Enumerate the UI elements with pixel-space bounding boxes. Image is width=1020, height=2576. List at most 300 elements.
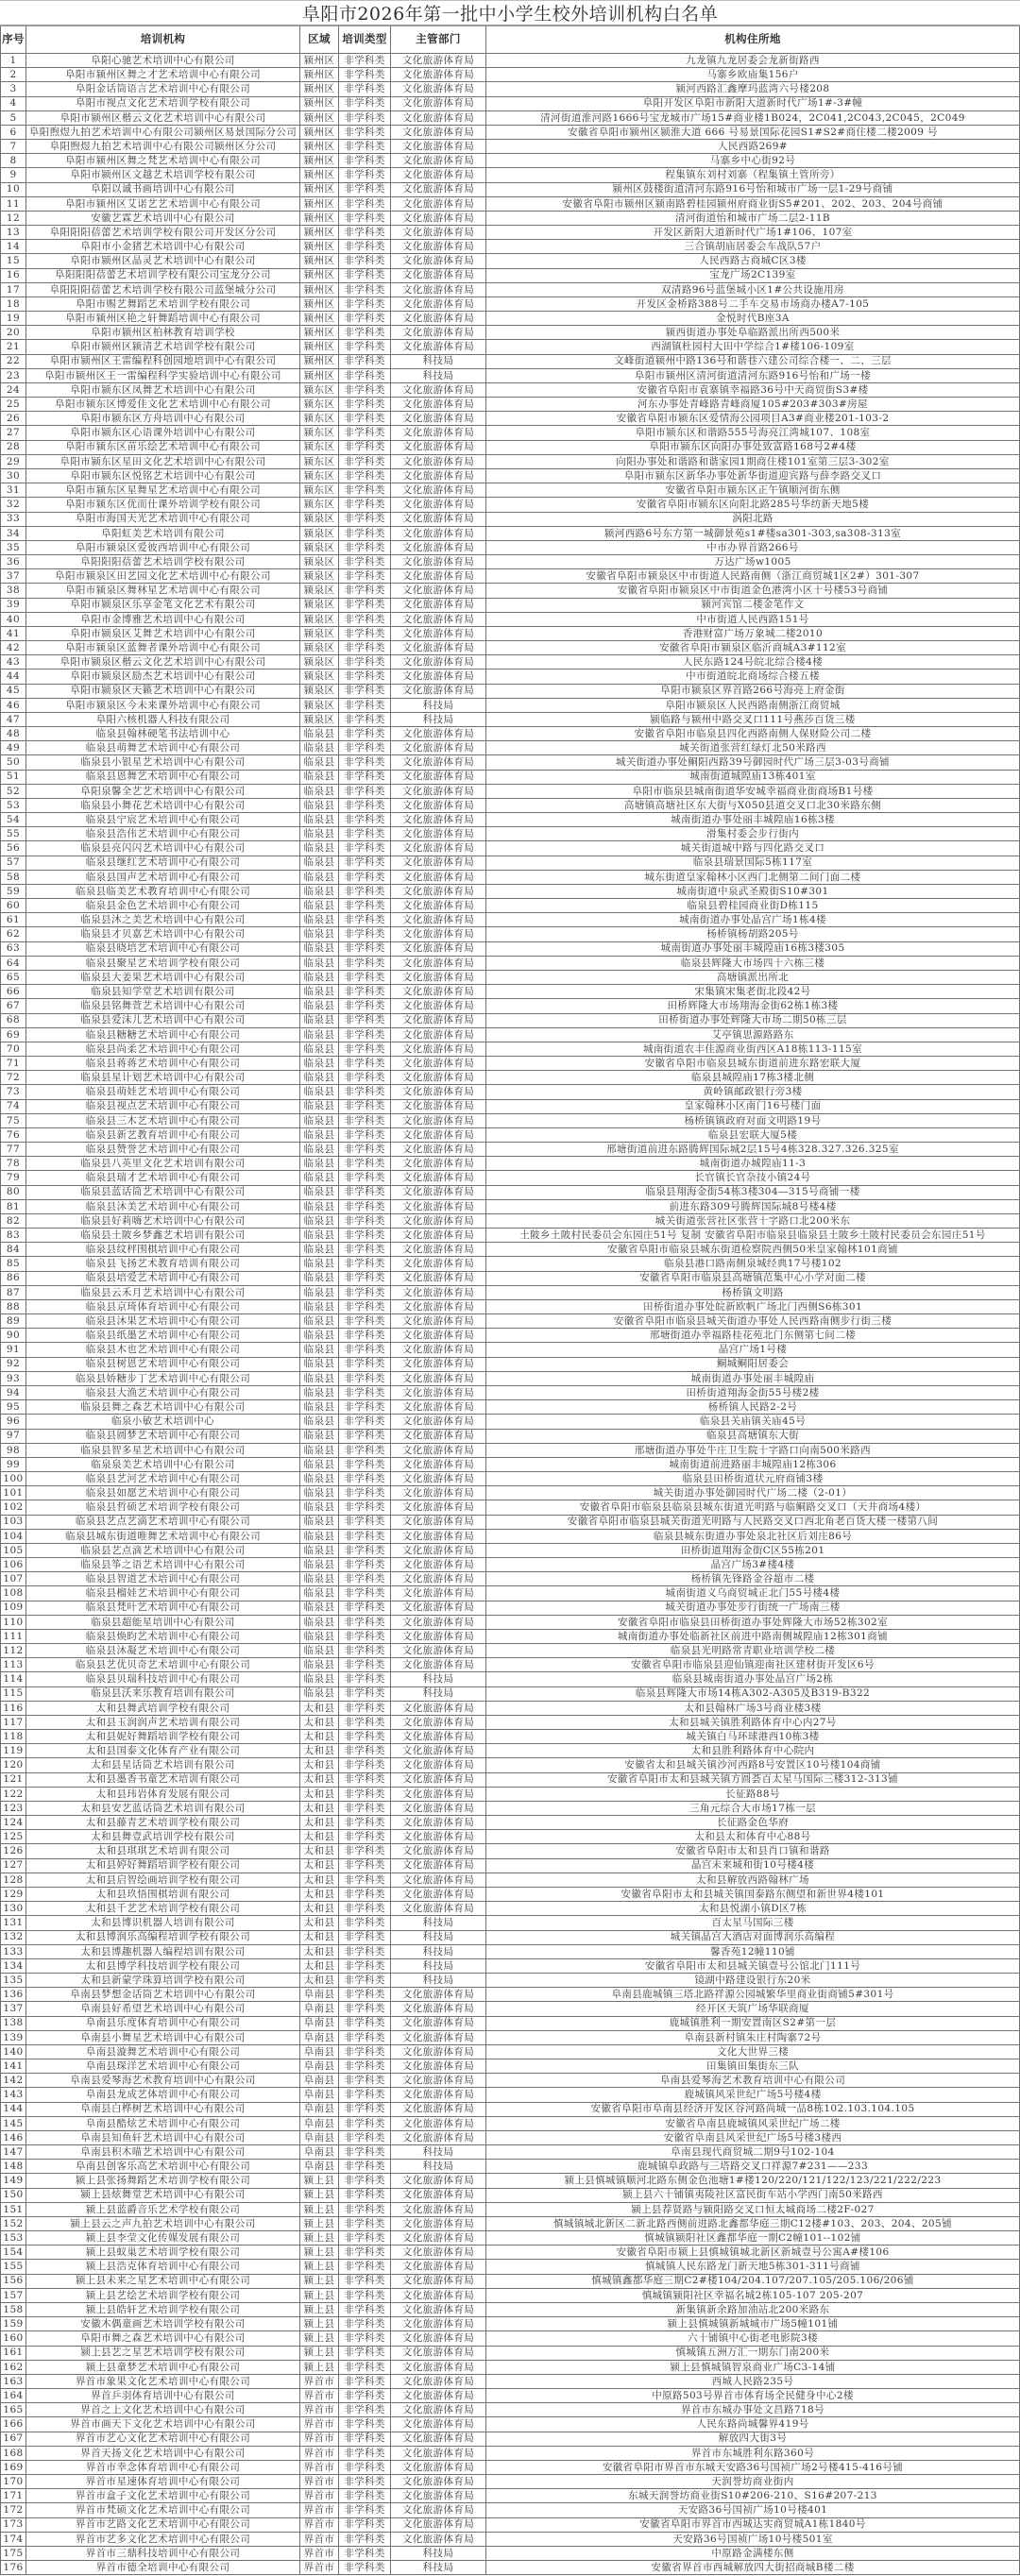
cell-address: 城南街道义乌商贸城正北门55号楼4楼 (486, 1586, 1020, 1600)
cell-org: 阜阳市颍东区悦铭艺术培训中心有限公司 (26, 469, 300, 483)
cell-org: 临泉县糖糖艺术培训中心有限公司 (26, 1028, 300, 1042)
table-row (0, 1773, 1020, 1788)
table-row (0, 297, 1020, 312)
cell-type: 非学科类 (339, 2017, 391, 2030)
table-row (0, 2246, 1020, 2260)
cell-org: 阜阳市颍东区优而仕课外培训学校有限公司 (26, 498, 300, 511)
table-row (0, 426, 1020, 440)
table-row (0, 1730, 1020, 1744)
cell-region: 临泉县 (300, 1386, 339, 1399)
table-row (0, 398, 1020, 412)
cell-org: 阜阳市颍州区王一雷编程科学实验培训中心有限公司 (26, 369, 300, 382)
cell-region: 颍东区 (300, 455, 339, 468)
cell-address: 香港财富广场万象城二楼2010 (486, 627, 1020, 640)
cell-region: 临泉县 (300, 1444, 339, 1457)
cell-type: 非学科类 (339, 2031, 391, 2044)
cell-seq: 66 (0, 985, 26, 998)
cell-address: 鹿城镇阜政路与三塔路交叉口祥源7#231——233 (486, 2160, 1020, 2173)
table-row (0, 383, 1020, 398)
cell-dept: 文化旅游体育局 (391, 1028, 486, 1042)
cell-org: 临泉县艺河艺术培训中心有限公司 (26, 1472, 300, 1485)
table-row (0, 1572, 1020, 1586)
cell-org: 界首市幸念体育培训中心有限公司 (26, 2461, 300, 2474)
cell-region: 颍州区 (300, 369, 339, 382)
cell-region: 临泉县 (300, 1687, 339, 1701)
cell-seq: 30 (0, 469, 26, 483)
table-row (0, 1272, 1020, 1286)
cell-region: 颍州区 (300, 126, 339, 139)
cell-org: 临泉县艺优贝奇艺术培训中心有限公司 (26, 1658, 300, 1671)
cell-dept: 文化旅游体育局 (391, 412, 486, 425)
cell-seq: 34 (0, 527, 26, 540)
cell-type: 非学科类 (339, 2246, 391, 2259)
cell-dept: 文化旅游体育局 (391, 2045, 486, 2059)
cell-seq: 64 (0, 957, 26, 970)
cell-dept: 文化旅游体育局 (391, 2074, 486, 2087)
cell-address: 城东街道皇家翰林小区西门北侧第二间门面二楼 (486, 871, 1020, 884)
cell-dept: 文化旅游体育局 (391, 813, 486, 826)
table-row (0, 2174, 1020, 2188)
cell-region: 颍泉区 (300, 685, 339, 698)
cell-seq: 1 (0, 54, 26, 67)
cell-type: 非学科类 (339, 1873, 391, 1887)
cell-address: 安徽省太和县城关镇沙河西路8号安置区10号楼104商铺 (486, 1758, 1020, 1771)
cell-org: 阜阳市颍东区心语课外培训中心有限公司 (26, 426, 300, 439)
cell-dept: 文化旅游体育局 (391, 755, 486, 769)
cell-type: 非学科类 (339, 2275, 391, 2288)
cell-region: 阜南县 (300, 2002, 339, 2015)
cell-org: 临泉泉美艺术培训中心有限公司 (26, 1458, 300, 1471)
cell-type: 非学科类 (339, 2518, 391, 2532)
cell-address: 界首市东城办事处文昌路718号 (486, 2403, 1020, 2416)
cell-address: 鹿城镇胜利一期安置南区S2#第一层 (486, 2017, 1020, 2030)
cell-region: 颍州区 (300, 340, 339, 353)
table-row (0, 369, 1020, 383)
cell-address: 临泉县辉隆大市场14栋A302-A305及B319-B322 (486, 1687, 1020, 1701)
cell-address: 城关街道张营社区张营十字路口北200米东 (486, 1214, 1020, 1228)
table-row (0, 1931, 1020, 1945)
table-row (0, 2403, 1020, 2417)
table-row (0, 1500, 1020, 1515)
cell-dept: 文化旅游体育局 (391, 68, 486, 81)
cell-address: 前进东路309号腾辉国际城8号楼4楼 (486, 1200, 1020, 1213)
cell-org: 阜阳市颍泉区舞林星艺术培训中心有限公司 (26, 584, 300, 597)
cell-seq: 10 (0, 183, 26, 196)
cell-seq: 169 (0, 2461, 26, 2474)
cell-region: 临泉县 (300, 899, 339, 912)
cell-org: 阜南县知鱼轩艺术培训中心有限公司 (26, 2131, 300, 2144)
cell-dept: 文化旅游体育局 (391, 569, 486, 583)
cell-dept: 文化旅游体育局 (391, 1773, 486, 1787)
cell-dept: 文化旅游体育局 (391, 841, 486, 855)
cell-region: 临泉县 (300, 1157, 339, 1170)
cell-region: 临泉县 (300, 942, 339, 956)
cell-address: 田集镇田集街东三队 (486, 2059, 1020, 2073)
cell-seq: 8 (0, 154, 26, 167)
cell-dept: 文化旅游体育局 (391, 2447, 486, 2460)
cell-region: 临泉县 (300, 1300, 339, 1313)
cell-region: 颍东区 (300, 441, 339, 454)
cell-seq: 86 (0, 1272, 26, 1285)
table-row (0, 1458, 1020, 1472)
cell-type: 非学科类 (339, 140, 391, 153)
cell-region: 临泉县 (300, 1229, 339, 1242)
cell-seq: 6 (0, 126, 26, 139)
cell-region: 临泉县 (300, 1257, 339, 1270)
cell-org: 阜南县爱琴海艺术教育培训中心有限公司 (26, 2074, 300, 2087)
cell-type: 非学科类 (339, 1229, 391, 1242)
cell-org: 临泉县榴娃艺术培训中心有限公司 (26, 1586, 300, 1600)
cell-type: 非学科类 (339, 2361, 391, 2374)
cell-region: 太和县 (300, 1945, 339, 1958)
cell-region: 太和县 (300, 1902, 339, 1915)
cell-seq: 146 (0, 2131, 26, 2144)
cell-dept: 文化旅游体育局 (391, 885, 486, 898)
cell-region: 颍州区 (300, 283, 339, 297)
cell-address: 颍上县六十铺镇夷陵社区富民街车站小学西门南50米路西 (486, 2189, 1020, 2202)
cell-type: 非学科类 (339, 584, 391, 597)
cell-type: 非学科类 (339, 412, 391, 425)
cell-seq: 172 (0, 2503, 26, 2517)
cell-type: 非学科类 (339, 942, 391, 956)
table-row (0, 2231, 1020, 2246)
table-row (0, 1057, 1020, 1071)
cell-dept: 文化旅游体育局 (391, 599, 486, 612)
table-row (0, 2503, 1020, 2517)
table-row (0, 999, 1020, 1013)
cell-org: 阜阳煦煜九拍艺术培训中心有限公司颍州区易景国际分公司 (26, 126, 300, 139)
cell-dept: 文化旅游体育局 (391, 999, 486, 1012)
cell-region: 颍上县 (300, 2347, 339, 2360)
cell-org: 界首市星速体育培训中心有限公司 (26, 2475, 300, 2488)
cell-dept: 文化旅游体育局 (391, 82, 486, 95)
cell-address: 安徽省阜阳市颍州区颍南路碧桂园颍州府商业街S5#201、202、203、204号商铺 (486, 197, 1020, 211)
cell-region: 界首市 (300, 2403, 339, 2416)
cell-org: 临泉县赞誉艺术培训中心有限公司 (26, 1143, 300, 1156)
table-row (0, 841, 1020, 856)
table-row (0, 727, 1020, 741)
cell-region: 临泉县 (300, 1329, 339, 1342)
cell-type: 非学科类 (339, 1702, 391, 1715)
cell-seq: 25 (0, 398, 26, 411)
table-row (0, 741, 1020, 755)
cell-region: 颍泉区 (300, 584, 339, 597)
cell-seq: 131 (0, 1916, 26, 1929)
cell-seq: 98 (0, 1444, 26, 1457)
cell-address: 安徽省阜阳市太和县城关镇壹号公馆北门111号 (486, 1959, 1020, 1973)
cell-org: 临泉县培爱艺术培训中心有限公司 (26, 1272, 300, 1285)
cell-org: 临泉县如愿艺术培训中心有限公司 (26, 1486, 300, 1500)
cell-org: 阜阳市颍州区柏林教育培训学校 (26, 326, 300, 339)
cell-type: 非学科类 (339, 1788, 391, 1801)
header-org: 培训机构 (26, 26, 300, 53)
cell-region: 临泉县 (300, 957, 339, 970)
cell-type: 非学科类 (339, 54, 391, 67)
cell-type: 非学科类 (339, 2331, 391, 2345)
cell-region: 临泉县 (300, 1057, 339, 1070)
cell-dept: 文化旅游体育局 (391, 1257, 486, 1270)
cell-seq: 99 (0, 1458, 26, 1471)
cell-address: 安徽省阜阳市阜南县经济开发区谷河路尚城一品8栋102.103.104.105 (486, 2103, 1020, 2116)
cell-dept: 文化旅游体育局 (391, 1788, 486, 1801)
cell-seq: 159 (0, 2317, 26, 2330)
cell-org: 阜阳市颍东区星田文化艺术培训中心有限公司 (26, 455, 300, 468)
cell-address: 涡阳北路 (486, 513, 1020, 526)
cell-address: 安徽省阜阳市临泉县高塘镇范集中心小学对面二楼 (486, 1272, 1020, 1285)
cell-region: 临泉县 (300, 1658, 339, 1671)
table-row (0, 1085, 1020, 1099)
cell-seq: 32 (0, 498, 26, 511)
cell-region: 界首市 (300, 2432, 339, 2446)
table-row (0, 755, 1020, 770)
table-row (0, 1415, 1020, 1429)
cell-type: 非学科类 (339, 1758, 391, 1771)
cell-address: 晶宫广场1号楼 (486, 1343, 1020, 1356)
cell-dept: 文化旅游体育局 (391, 1186, 486, 1199)
cell-org: 临泉县沐之美艺术培训中心有限公司 (26, 913, 300, 926)
cell-org: 界首市画天下文化艺术培训中心有限公司 (26, 2417, 300, 2431)
cell-dept: 文化旅游体育局 (391, 1430, 486, 1443)
cell-type: 非学科类 (339, 240, 391, 253)
cell-org: 阜阳市颍州区舞之梵艺术培训中心有限公司 (26, 154, 300, 167)
cell-type: 非学科类 (339, 1372, 391, 1385)
cell-seq: 23 (0, 369, 26, 382)
cell-dept: 文化旅游体育局 (391, 727, 486, 740)
cell-seq: 72 (0, 1071, 26, 1084)
cell-dept: 文化旅游体育局 (391, 483, 486, 497)
cell-address: 高塘镇高塘社区东大街与X050县道交叉口北30米路东侧 (486, 799, 1020, 812)
cell-address: 艾亭镇思源路路东 (486, 1028, 1020, 1042)
cell-org: 太和县博识机器人培训有限公司 (26, 1916, 300, 1929)
cell-seq: 55 (0, 827, 26, 840)
cell-address: 慎城镇城北新区二新北路西侧前进路北鑫都华庭三期C12楼#103、203、204、205铺 (486, 2217, 1020, 2230)
cell-address: 九龙镇九龙居委会龙新街路西 (486, 54, 1020, 67)
cell-dept: 科技局 (391, 1672, 486, 1686)
table-row (0, 1028, 1020, 1042)
cell-seq: 133 (0, 1945, 26, 1958)
table-row (0, 1100, 1020, 1114)
cell-region: 临泉县 (300, 813, 339, 826)
table-row (0, 699, 1020, 713)
cell-type: 非学科类 (339, 555, 391, 568)
cell-region: 临泉县 (300, 1100, 339, 1113)
cell-region: 临泉县 (300, 1630, 339, 1643)
cell-type: 非学科类 (339, 655, 391, 669)
cell-address: 中原路金满楼东侧 (486, 2547, 1020, 2560)
table-row (0, 240, 1020, 254)
cell-org: 阜阳市舞之森艺术培训中心有限公司 (26, 2331, 300, 2345)
table-row (0, 1300, 1020, 1314)
cell-type: 非学科类 (339, 168, 391, 181)
cell-address: 田桥街道办事处辉隆大市场二期50栋三层 (486, 1014, 1020, 1027)
cell-type: 非学科类 (339, 455, 391, 468)
cell-region: 临泉县 (300, 871, 339, 884)
cell-dept: 文化旅游体育局 (391, 2461, 486, 2474)
cell-address: 杨桥镇人民路2-2号 (486, 1400, 1020, 1414)
cell-type: 非学科类 (339, 985, 391, 998)
cell-dept: 文化旅游体育局 (391, 2303, 486, 2316)
cell-org: 临泉县小银星艺术培训中心有限公司 (26, 755, 300, 769)
table-row (0, 2131, 1020, 2145)
cell-region: 颍上县 (300, 2361, 339, 2374)
table-row (0, 1200, 1020, 1214)
cell-type: 非学科类 (339, 1257, 391, 1270)
table-row (0, 1257, 1020, 1271)
cell-address: 慎城镇颍阳社区鑫都华庭一期C2幢101--102铺 (486, 2231, 1020, 2245)
cell-seq: 41 (0, 627, 26, 640)
cell-dept: 文化旅游体育局 (391, 1114, 486, 1127)
cell-address: 颍西街道办事处阜临路派出所西500米 (486, 326, 1020, 339)
table-row (0, 1644, 1020, 1658)
cell-seq: 73 (0, 1085, 26, 1098)
cell-address: 安徽省阜阳市临泉县城关街道办事处人民西路南侧步行街三楼 (486, 1314, 1020, 1328)
cell-type: 非学科类 (339, 1672, 391, 1686)
cell-org: 阜阳市小金猪艺术培训中心有限公司 (26, 240, 300, 253)
cell-region: 临泉县 (300, 1430, 339, 1443)
cell-type: 非学科类 (339, 326, 391, 339)
cell-seq: 158 (0, 2303, 26, 2316)
cell-seq: 157 (0, 2289, 26, 2302)
table-row (0, 2489, 1020, 2503)
cell-region: 颍州区 (300, 312, 339, 325)
cell-type: 非学科类 (339, 1974, 391, 1987)
table-row (0, 140, 1020, 154)
cell-dept: 文化旅游体育局 (391, 1128, 486, 1142)
cell-dept: 文化旅游体育局 (391, 140, 486, 153)
table-row (0, 1616, 1020, 1630)
cell-address: 东城天润誉坊商业街S10#206-210、S16#207-213 (486, 2489, 1020, 2502)
cell-dept: 文化旅游体育局 (391, 2389, 486, 2402)
cell-region: 临泉县 (300, 1358, 339, 1371)
cell-address: 临泉县光明路常青职业培训学校二楼 (486, 1644, 1020, 1657)
cell-seq: 111 (0, 1630, 26, 1643)
table-row (0, 685, 1020, 699)
cell-org: 太和县琪琪艺术培训有限公司 (26, 1844, 300, 1857)
table-row (0, 82, 1020, 96)
cell-type: 非学科类 (339, 1544, 391, 1557)
cell-seq: 45 (0, 685, 26, 698)
cell-region: 临泉县 (300, 1214, 339, 1228)
cell-dept: 文化旅游体育局 (391, 1530, 486, 1543)
cell-org: 临泉县沐凝艺术培训中心有限公司 (26, 1644, 300, 1657)
cell-dept: 文化旅游体育局 (391, 1844, 486, 1857)
cell-type: 非学科类 (339, 369, 391, 382)
cell-org: 阜阳市颍泉区艾舞艺术培训中心有限公司 (26, 627, 300, 640)
cell-dept: 科技局 (391, 2561, 486, 2574)
cell-address: 临泉县城南街道办事处晶宫广场2栋 (486, 1672, 1020, 1686)
table-row (0, 1143, 1020, 1157)
cell-seq: 121 (0, 1773, 26, 1787)
cell-type: 非学科类 (339, 1802, 391, 1815)
cell-dept: 文化旅游体育局 (391, 1243, 486, 1256)
cell-address: 临泉县关庙镇关庙45号 (486, 1415, 1020, 1428)
cell-region: 颍泉区 (300, 641, 339, 654)
cell-dept: 文化旅游体育局 (391, 1343, 486, 1356)
cell-seq: 102 (0, 1500, 26, 1514)
cell-region: 界首市 (300, 2375, 339, 2388)
cell-region: 颍泉区 (300, 513, 339, 526)
cell-org: 太和县藤青艺术培训学校有限公司 (26, 1816, 300, 1829)
cell-address: 城关镇晶宫大酒店对面博润乐高编程 (486, 1931, 1020, 1944)
cell-region: 临泉县 (300, 771, 339, 784)
cell-seq: 39 (0, 599, 26, 612)
table-row (0, 1128, 1020, 1143)
cell-region: 太和县 (300, 1816, 339, 1829)
cell-address: 清河街道淮河路1666号宝龙城市广场15#商业楼1B024，2C041,2C043,2C045，2C049 (486, 111, 1020, 125)
cell-dept: 文化旅游体育局 (391, 985, 486, 998)
cell-address: 杨桥镇镇政府对面文明路19号 (486, 1114, 1020, 1127)
cell-org: 临泉县视点艺术培训中心有限公司 (26, 1100, 300, 1113)
cell-dept: 文化旅游体育局 (391, 1372, 486, 1385)
cell-address: 田桥街道翔海金街55号楼2楼 (486, 1386, 1020, 1399)
cell-address: 城关街道办事处鲖阳西路39号御园时代广场三层3-03号商铺 (486, 755, 1020, 769)
cell-dept: 文化旅游体育局 (391, 1300, 486, 1313)
cell-region: 颍上县 (300, 2275, 339, 2288)
table-row (0, 1945, 1020, 1959)
cell-dept: 文化旅游体育局 (391, 1314, 486, 1328)
table-row (0, 669, 1020, 684)
table-row (0, 1873, 1020, 1888)
cell-address: 安徽省阜阳市临泉县临泉县城东街道光明路与临鲖路交叉口（天井商场4楼） (486, 1500, 1020, 1514)
cell-address: 颍河西路汇鑫摩玛蓝湾六号楼208 (486, 82, 1020, 95)
cell-address: 城南街道中泉武圣殿街S10#301 (486, 885, 1020, 898)
table-row (0, 2303, 1020, 2317)
table-row (0, 613, 1020, 627)
cell-dept: 文化旅游体育局 (391, 513, 486, 526)
cell-dept: 文化旅游体育局 (391, 827, 486, 840)
cell-dept: 文化旅游体育局 (391, 2475, 486, 2488)
cell-dept: 文化旅游体育局 (391, 2331, 486, 2345)
cell-dept: 文化旅游体育局 (391, 1902, 486, 1915)
cell-dept: 文化旅游体育局 (391, 942, 486, 956)
cell-seq: 107 (0, 1572, 26, 1585)
table-row (0, 455, 1020, 469)
table-row (0, 183, 1020, 197)
cell-address: 安徽省阜阳市颍泉区中市街道人民路南侧（浙江商贸城1区2#）301-307 (486, 569, 1020, 583)
cell-org: 阜南县琛洋艺术培训中心有限公司 (26, 2059, 300, 2073)
cell-dept: 文化旅游体育局 (391, 2260, 486, 2273)
cell-seq: 52 (0, 785, 26, 798)
cell-type: 非学科类 (339, 2561, 391, 2574)
cell-org: 太和县妮好舞蹈培训学校有限公司 (26, 1730, 300, 1743)
table-row (0, 1630, 1020, 1644)
cell-dept: 文化旅游体育局 (391, 2189, 486, 2202)
cell-org: 阜阳市颍东区星舞星艺术培训中心有限公司 (26, 483, 300, 497)
cell-type: 非学科类 (339, 398, 391, 411)
cell-region: 颍东区 (300, 483, 339, 497)
cell-region: 临泉县 (300, 1200, 339, 1213)
cell-region: 颍州区 (300, 226, 339, 239)
cell-type: 非学科类 (339, 1171, 391, 1184)
cell-seq: 65 (0, 971, 26, 984)
cell-region: 太和县 (300, 1758, 339, 1771)
cell-seq: 105 (0, 1544, 26, 1557)
cell-org: 阜南县龙成艺体培训中心有限公司 (26, 2088, 300, 2101)
table-row (0, 541, 1020, 555)
cell-seq: 114 (0, 1672, 26, 1686)
cell-address: 万达广场w1005 (486, 555, 1020, 568)
table-row (0, 2389, 1020, 2403)
cell-address: 安徽省阜阳市太和县城关镇方圆荟百太星马国际三楼312-313铺 (486, 1773, 1020, 1787)
cell-address: 安徽省阜阳市颍东区正午镇顺河街东侧 (486, 483, 1020, 497)
table-row (0, 1358, 1020, 1372)
cell-dept: 文化旅游体育局 (391, 398, 486, 411)
table-row (0, 2547, 1020, 2561)
cell-region: 界首市 (300, 2561, 339, 2574)
cell-seq: 61 (0, 913, 26, 926)
cell-seq: 59 (0, 885, 26, 898)
cell-org: 临泉县沐果艺术培训中心有限公司 (26, 1314, 300, 1328)
